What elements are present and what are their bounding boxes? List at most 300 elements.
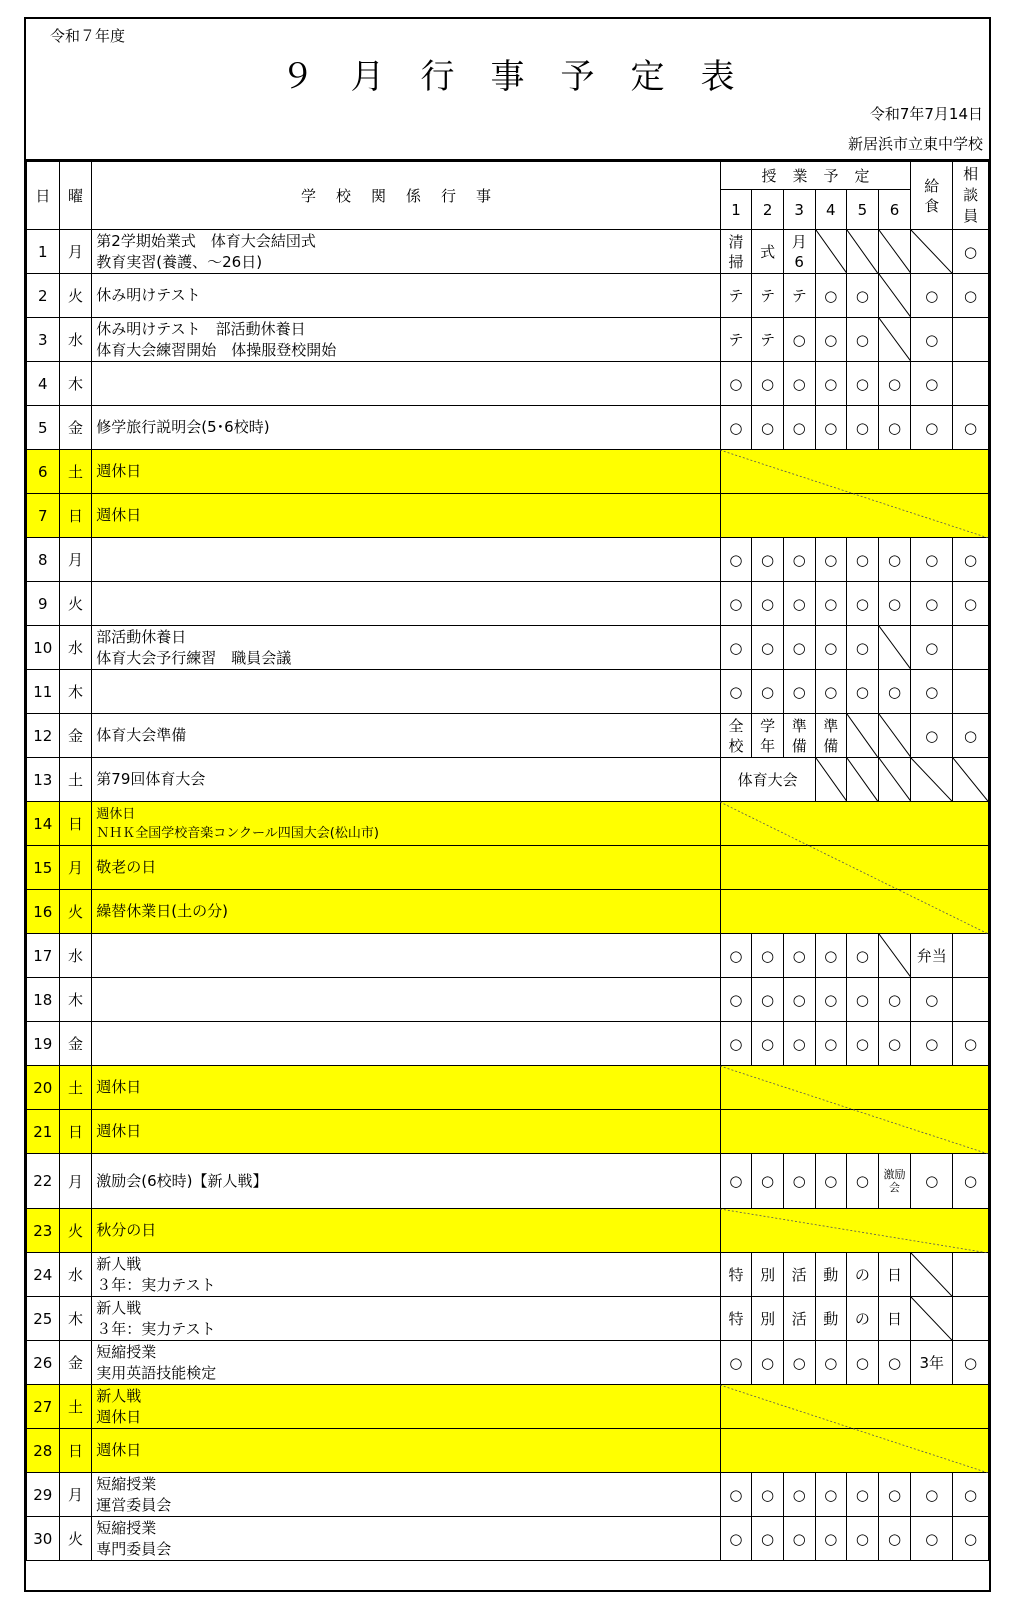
table-row bbox=[27, 934, 989, 978]
special-activity-char: 活 bbox=[783, 1253, 815, 1297]
lunch-cell bbox=[911, 230, 953, 274]
row-day: 3 bbox=[27, 318, 60, 362]
table-row bbox=[27, 1297, 989, 1341]
event-line-2: 体育大会練習開始 体操服登校開始 bbox=[96, 340, 337, 359]
empty-slash-cell bbox=[953, 758, 989, 802]
event-line-2: ３年：実力テスト bbox=[96, 1275, 216, 1294]
table-row bbox=[27, 1517, 989, 1561]
period-1-cell: ○ bbox=[720, 1517, 752, 1561]
row-day: 10 bbox=[27, 626, 60, 670]
period-4-cell: 準備 bbox=[815, 714, 847, 758]
col-period-6: 6 bbox=[878, 190, 911, 230]
counselor-cell: ○ bbox=[953, 1341, 989, 1385]
period-1-cell: ○ bbox=[720, 978, 752, 1022]
row-weekday: 水 bbox=[59, 318, 92, 362]
table-row bbox=[27, 494, 989, 538]
row-weekday: 日 bbox=[59, 1110, 92, 1154]
schedule-sheet bbox=[24, 17, 991, 1592]
table-row bbox=[27, 362, 989, 406]
period-6-cell bbox=[878, 230, 911, 274]
holiday-block bbox=[720, 1385, 988, 1429]
holiday-block bbox=[720, 1209, 988, 1253]
row-events bbox=[92, 494, 720, 538]
counselor-cell bbox=[953, 978, 989, 1022]
period-6-cell: ○ bbox=[878, 1517, 911, 1561]
special-activity-char: 特 bbox=[720, 1253, 752, 1297]
row-weekday: 金 bbox=[59, 406, 92, 450]
lunch-cell: ○ bbox=[911, 1473, 953, 1517]
period-3-cell: ○ bbox=[783, 626, 815, 670]
table-row bbox=[27, 758, 989, 802]
period-4-cell: ○ bbox=[815, 274, 847, 318]
row-day: 23 bbox=[27, 1209, 60, 1253]
row-day: 8 bbox=[27, 538, 60, 582]
table-row bbox=[27, 802, 989, 846]
period-5-cell bbox=[847, 714, 879, 758]
period-3-cell: ○ bbox=[783, 582, 815, 626]
table-row bbox=[27, 230, 989, 274]
special-activity-char: 日 bbox=[878, 1253, 911, 1297]
period-3-cell: ○ bbox=[783, 406, 815, 450]
counselor-cell: ○ bbox=[953, 714, 989, 758]
row-weekday: 月 bbox=[59, 538, 92, 582]
special-activity-char: 動 bbox=[815, 1297, 847, 1341]
col-period-2: 2 bbox=[752, 190, 784, 230]
row-weekday: 火 bbox=[59, 890, 92, 934]
period-5-cell: ○ bbox=[847, 538, 879, 582]
special-activity-char: 別 bbox=[752, 1253, 784, 1297]
event-line-2: ＮＨＫ全国学校音楽コンクール四国大会(松山市) bbox=[96, 825, 379, 841]
period-2-cell: ○ bbox=[752, 1473, 784, 1517]
event-line-2: 教育実習(養護、～26日) bbox=[96, 252, 263, 271]
period-2-cell: ○ bbox=[752, 362, 784, 406]
row-weekday: 金 bbox=[59, 1022, 92, 1066]
period-4-cell: ○ bbox=[815, 978, 847, 1022]
period-5-cell: ○ bbox=[847, 1154, 879, 1209]
holiday-block bbox=[720, 1110, 988, 1154]
table-row bbox=[27, 1209, 989, 1253]
period-3-cell: 月6 bbox=[783, 230, 815, 274]
row-events bbox=[92, 670, 720, 714]
row-events bbox=[92, 538, 720, 582]
period-6-cell: ○ bbox=[878, 978, 911, 1022]
row-weekday: 火 bbox=[59, 582, 92, 626]
row-weekday: 月 bbox=[59, 1473, 92, 1517]
row-events bbox=[92, 1209, 720, 1253]
counselor-cell: ○ bbox=[953, 274, 989, 318]
event-line-2: 専門委員会 bbox=[96, 1539, 172, 1558]
table-row bbox=[27, 1341, 989, 1385]
event-line-1: 週休日 bbox=[96, 462, 142, 480]
row-day: 12 bbox=[27, 714, 60, 758]
schedule-table bbox=[26, 161, 989, 1561]
table-row bbox=[27, 1253, 989, 1297]
row-day: 7 bbox=[27, 494, 60, 538]
col-events: 学校関係行事 bbox=[92, 162, 720, 230]
counselor-cell bbox=[953, 1297, 989, 1341]
row-day: 5 bbox=[27, 406, 60, 450]
period-2-cell: ○ bbox=[752, 1022, 784, 1066]
period-6-cell: ○ bbox=[878, 362, 911, 406]
issue-date: 令和7年7月14日 bbox=[869, 105, 983, 123]
row-weekday: 金 bbox=[59, 1341, 92, 1385]
period-5-cell: ○ bbox=[847, 978, 879, 1022]
period-5-cell: ○ bbox=[847, 274, 879, 318]
period-2-cell: ○ bbox=[752, 538, 784, 582]
event-line-1: 週休日 bbox=[96, 1441, 142, 1459]
period-1-cell: テ bbox=[720, 318, 752, 362]
event-line-1: 休み明けテスト bbox=[96, 286, 201, 304]
row-day: 14 bbox=[27, 802, 60, 846]
period-6-cell bbox=[878, 714, 911, 758]
counselor-cell: ○ bbox=[953, 1022, 989, 1066]
empty-slash-cell bbox=[911, 758, 953, 802]
row-events bbox=[92, 1154, 720, 1209]
row-weekday: 月 bbox=[59, 230, 92, 274]
lunch-cell: ○ bbox=[911, 362, 953, 406]
row-weekday: 日 bbox=[59, 494, 92, 538]
holiday-block bbox=[720, 846, 988, 890]
period-4-cell: ○ bbox=[815, 1473, 847, 1517]
row-day: 9 bbox=[27, 582, 60, 626]
special-activity-char: 動 bbox=[815, 1253, 847, 1297]
counselor-cell bbox=[953, 318, 989, 362]
period-4-cell: ○ bbox=[815, 1022, 847, 1066]
period-3-cell: ○ bbox=[783, 362, 815, 406]
row-day: 17 bbox=[27, 934, 60, 978]
period-1-cell: ○ bbox=[720, 934, 752, 978]
period-3-cell: ○ bbox=[783, 934, 815, 978]
row-weekday: 火 bbox=[59, 1209, 92, 1253]
holiday-block bbox=[720, 1066, 988, 1110]
event-line-1: 週休日 bbox=[96, 1122, 142, 1140]
table-row bbox=[27, 318, 989, 362]
table-row bbox=[27, 274, 989, 318]
period-5-cell: ○ bbox=[847, 1022, 879, 1066]
row-events bbox=[92, 582, 720, 626]
period-1-cell: ○ bbox=[720, 1341, 752, 1385]
event-line-2: 運営委員会 bbox=[96, 1495, 172, 1514]
period-4-cell: ○ bbox=[815, 582, 847, 626]
counselor-cell bbox=[953, 670, 989, 714]
table-row bbox=[27, 1473, 989, 1517]
table-row bbox=[27, 1385, 989, 1429]
period-6-cell: 激励会 bbox=[878, 1154, 911, 1209]
row-day: 13 bbox=[27, 758, 60, 802]
row-events bbox=[92, 1022, 720, 1066]
special-activity-char: 特 bbox=[720, 1297, 752, 1341]
period-3-cell: ○ bbox=[783, 538, 815, 582]
period-2-cell: 学年 bbox=[752, 714, 784, 758]
event-line-1: 休み明けテスト 部活動休養日 bbox=[96, 319, 306, 338]
period-3-cell: ○ bbox=[783, 318, 815, 362]
period-2-cell: ○ bbox=[752, 934, 784, 978]
holiday-block bbox=[720, 890, 988, 934]
period-1-cell: 全校 bbox=[720, 714, 752, 758]
period-3-cell: 準備 bbox=[783, 714, 815, 758]
period-2-cell: テ bbox=[752, 274, 784, 318]
period-3-cell: ○ bbox=[783, 670, 815, 714]
row-day: 25 bbox=[27, 1297, 60, 1341]
event-line-1: 新人戦 bbox=[96, 1254, 142, 1273]
period-6-cell: ○ bbox=[878, 670, 911, 714]
period-6-cell: ○ bbox=[878, 538, 911, 582]
row-weekday: 土 bbox=[59, 450, 92, 494]
col-period-1: 1 bbox=[720, 190, 752, 230]
event-line-2: 週休日 bbox=[96, 1407, 142, 1426]
row-day: 4 bbox=[27, 362, 60, 406]
event-line-1: 体育大会準備 bbox=[96, 726, 187, 744]
counselor-cell bbox=[953, 1253, 989, 1297]
holiday-block bbox=[720, 450, 988, 494]
period-3-cell: ○ bbox=[783, 1341, 815, 1385]
row-day: 21 bbox=[27, 1110, 60, 1154]
row-day: 2 bbox=[27, 274, 60, 318]
empty-slash-cell bbox=[878, 758, 911, 802]
table-row bbox=[27, 1066, 989, 1110]
table-row bbox=[27, 670, 989, 714]
row-weekday: 土 bbox=[59, 758, 92, 802]
sports-day-label: 体育大会 bbox=[737, 771, 798, 789]
fiscal-year: 令和７年度 bbox=[50, 27, 126, 45]
lunch-cell bbox=[911, 1297, 953, 1341]
row-events bbox=[92, 230, 720, 274]
period-1-cell: ○ bbox=[720, 626, 752, 670]
col-period-3: 3 bbox=[783, 190, 815, 230]
row-events bbox=[92, 1473, 720, 1517]
col-class-group: 授業予定 bbox=[720, 162, 911, 190]
period-6-cell bbox=[878, 626, 911, 670]
event-line-1: 第79回体育大会 bbox=[96, 770, 206, 788]
merged-period-label bbox=[720, 758, 815, 802]
lunch-cell: ○ bbox=[911, 714, 953, 758]
lunch-cell: ○ bbox=[911, 978, 953, 1022]
period-4-cell: ○ bbox=[815, 362, 847, 406]
lunch-cell: ○ bbox=[911, 1154, 953, 1209]
row-weekday: 木 bbox=[59, 978, 92, 1022]
row-events bbox=[92, 890, 720, 934]
counselor-cell: ○ bbox=[953, 1154, 989, 1209]
row-day: 26 bbox=[27, 1341, 60, 1385]
period-4-cell: ○ bbox=[815, 1517, 847, 1561]
lunch-cell: ○ bbox=[911, 670, 953, 714]
period-3-cell: ○ bbox=[783, 1154, 815, 1209]
row-weekday: 日 bbox=[59, 802, 92, 846]
row-events bbox=[92, 274, 720, 318]
period-2-cell: ○ bbox=[752, 1154, 784, 1209]
row-weekday: 水 bbox=[59, 626, 92, 670]
period-5-cell: ○ bbox=[847, 1517, 879, 1561]
row-weekday: 土 bbox=[59, 1066, 92, 1110]
period-6-cell: ○ bbox=[878, 582, 911, 626]
lunch-cell: ○ bbox=[911, 274, 953, 318]
row-day: 1 bbox=[27, 230, 60, 274]
period-3-cell: ○ bbox=[783, 978, 815, 1022]
table-row bbox=[27, 582, 989, 626]
event-line-1: 週休日 bbox=[96, 506, 142, 524]
row-weekday: 月 bbox=[59, 1154, 92, 1209]
event-line-1: 繰替休業日(土の分) bbox=[96, 902, 228, 920]
holiday-block bbox=[720, 494, 988, 538]
school-name: 新居浜市立東中学校 bbox=[847, 135, 983, 153]
lunch-cell: ○ bbox=[911, 582, 953, 626]
row-events bbox=[92, 362, 720, 406]
period-5-cell: ○ bbox=[847, 626, 879, 670]
period-2-cell: ○ bbox=[752, 1517, 784, 1561]
row-day: 28 bbox=[27, 1429, 60, 1473]
lunch-cell: ○ bbox=[911, 626, 953, 670]
period-2-cell: ○ bbox=[752, 406, 784, 450]
table-row bbox=[27, 1154, 989, 1209]
counselor-cell bbox=[953, 626, 989, 670]
row-weekday: 火 bbox=[59, 274, 92, 318]
period-2-cell: テ bbox=[752, 318, 784, 362]
row-day: 16 bbox=[27, 890, 60, 934]
period-1-cell: ○ bbox=[720, 1473, 752, 1517]
table-row bbox=[27, 714, 989, 758]
sheet-header bbox=[26, 19, 989, 161]
lunch-cell: 弁当 bbox=[911, 934, 953, 978]
row-weekday: 水 bbox=[59, 934, 92, 978]
table-row bbox=[27, 890, 989, 934]
event-line-1: 短縮授業 bbox=[96, 1474, 157, 1493]
row-day: 11 bbox=[27, 670, 60, 714]
period-6-cell: ○ bbox=[878, 1473, 911, 1517]
period-3-cell: ○ bbox=[783, 1022, 815, 1066]
period-2-cell: ○ bbox=[752, 582, 784, 626]
period-3-cell: ○ bbox=[783, 1517, 815, 1561]
special-activity-char: の bbox=[847, 1253, 879, 1297]
row-events bbox=[92, 1253, 720, 1297]
row-events bbox=[92, 714, 720, 758]
period-1-cell: ○ bbox=[720, 406, 752, 450]
lunch-cell bbox=[911, 1253, 953, 1297]
event-line-1: 激励会(6校時)【新人戦】 bbox=[96, 1171, 268, 1190]
lunch-cell: ○ bbox=[911, 406, 953, 450]
special-activity-char: 活 bbox=[783, 1297, 815, 1341]
period-1-cell: ○ bbox=[720, 362, 752, 406]
event-line-2: ３年：実力テスト bbox=[96, 1319, 216, 1338]
period-2-cell: ○ bbox=[752, 670, 784, 714]
period-1-cell: ○ bbox=[720, 1154, 752, 1209]
lunch-cell: ○ bbox=[911, 1517, 953, 1561]
row-day: 18 bbox=[27, 978, 60, 1022]
row-weekday: 月 bbox=[59, 846, 92, 890]
event-line-1: 短縮授業 bbox=[96, 1518, 157, 1537]
row-events bbox=[92, 318, 720, 362]
row-events bbox=[92, 846, 720, 890]
row-weekday: 火 bbox=[59, 1517, 92, 1561]
row-weekday: 水 bbox=[59, 1253, 92, 1297]
event-line-1: 短縮授業 bbox=[96, 1342, 157, 1361]
lunch-cell: ○ bbox=[911, 1022, 953, 1066]
period-1-cell: 清掃 bbox=[720, 230, 752, 274]
row-weekday: 木 bbox=[59, 362, 92, 406]
period-5-cell: ○ bbox=[847, 934, 879, 978]
period-5-cell bbox=[847, 230, 879, 274]
lunch-cell: ○ bbox=[911, 538, 953, 582]
period-6-cell: ○ bbox=[878, 406, 911, 450]
page-title: ９月行事予定表 bbox=[280, 57, 771, 97]
period-6-cell bbox=[878, 274, 911, 318]
period-5-cell: ○ bbox=[847, 670, 879, 714]
row-events bbox=[92, 802, 720, 846]
row-weekday: 日 bbox=[59, 1429, 92, 1473]
row-events bbox=[92, 1429, 720, 1473]
empty-slash-cell bbox=[847, 758, 879, 802]
table-row bbox=[27, 1022, 989, 1066]
special-activity-char: 日 bbox=[878, 1297, 911, 1341]
empty-slash-cell bbox=[815, 758, 847, 802]
event-line-1: 敬老の日 bbox=[96, 858, 157, 876]
period-5-cell: ○ bbox=[847, 582, 879, 626]
row-day: 20 bbox=[27, 1066, 60, 1110]
period-1-cell: ○ bbox=[720, 670, 752, 714]
row-day: 27 bbox=[27, 1385, 60, 1429]
row-events bbox=[92, 1110, 720, 1154]
counselor-cell bbox=[953, 362, 989, 406]
row-weekday: 木 bbox=[59, 670, 92, 714]
event-line-2: 実用英語技能検定 bbox=[96, 1363, 217, 1382]
period-3-cell: テ bbox=[783, 274, 815, 318]
row-events bbox=[92, 1385, 720, 1429]
special-activity-char: の bbox=[847, 1297, 879, 1341]
col-lunch: 給食 bbox=[911, 162, 953, 230]
counselor-cell bbox=[953, 934, 989, 978]
period-5-cell: ○ bbox=[847, 1341, 879, 1385]
row-weekday: 土 bbox=[59, 1385, 92, 1429]
period-5-cell: ○ bbox=[847, 362, 879, 406]
period-2-cell: 式 bbox=[752, 230, 784, 274]
period-2-cell: ○ bbox=[752, 626, 784, 670]
event-line-1: 週休日 bbox=[96, 806, 136, 822]
counselor-cell: ○ bbox=[953, 406, 989, 450]
row-day: 29 bbox=[27, 1473, 60, 1517]
row-day: 30 bbox=[27, 1517, 60, 1561]
period-4-cell: ○ bbox=[815, 1154, 847, 1209]
row-day: 6 bbox=[27, 450, 60, 494]
row-events bbox=[92, 406, 720, 450]
table-row bbox=[27, 626, 989, 670]
event-line-1: 部活動休養日 bbox=[96, 627, 187, 646]
row-weekday: 金 bbox=[59, 714, 92, 758]
col-weekday: 曜 bbox=[59, 162, 92, 230]
period-1-cell: ○ bbox=[720, 538, 752, 582]
period-1-cell: テ bbox=[720, 274, 752, 318]
period-4-cell: ○ bbox=[815, 318, 847, 362]
period-6-cell: ○ bbox=[878, 1022, 911, 1066]
table-row bbox=[27, 846, 989, 890]
period-4-cell bbox=[815, 230, 847, 274]
row-day: 15 bbox=[27, 846, 60, 890]
row-events bbox=[92, 1341, 720, 1385]
period-6-cell bbox=[878, 934, 911, 978]
counselor-cell: ○ bbox=[953, 582, 989, 626]
lunch-cell: 3年 bbox=[911, 1341, 953, 1385]
col-period-5: 5 bbox=[847, 190, 879, 230]
period-4-cell: ○ bbox=[815, 406, 847, 450]
event-line-1: 新人戦 bbox=[96, 1298, 142, 1317]
col-counselor: 相談員 bbox=[953, 162, 989, 230]
counselor-cell: ○ bbox=[953, 230, 989, 274]
row-events bbox=[92, 934, 720, 978]
table-row bbox=[27, 1429, 989, 1473]
period-1-cell: ○ bbox=[720, 582, 752, 626]
table-row bbox=[27, 406, 989, 450]
period-2-cell: ○ bbox=[752, 978, 784, 1022]
period-2-cell: ○ bbox=[752, 1341, 784, 1385]
period-4-cell: ○ bbox=[815, 1341, 847, 1385]
